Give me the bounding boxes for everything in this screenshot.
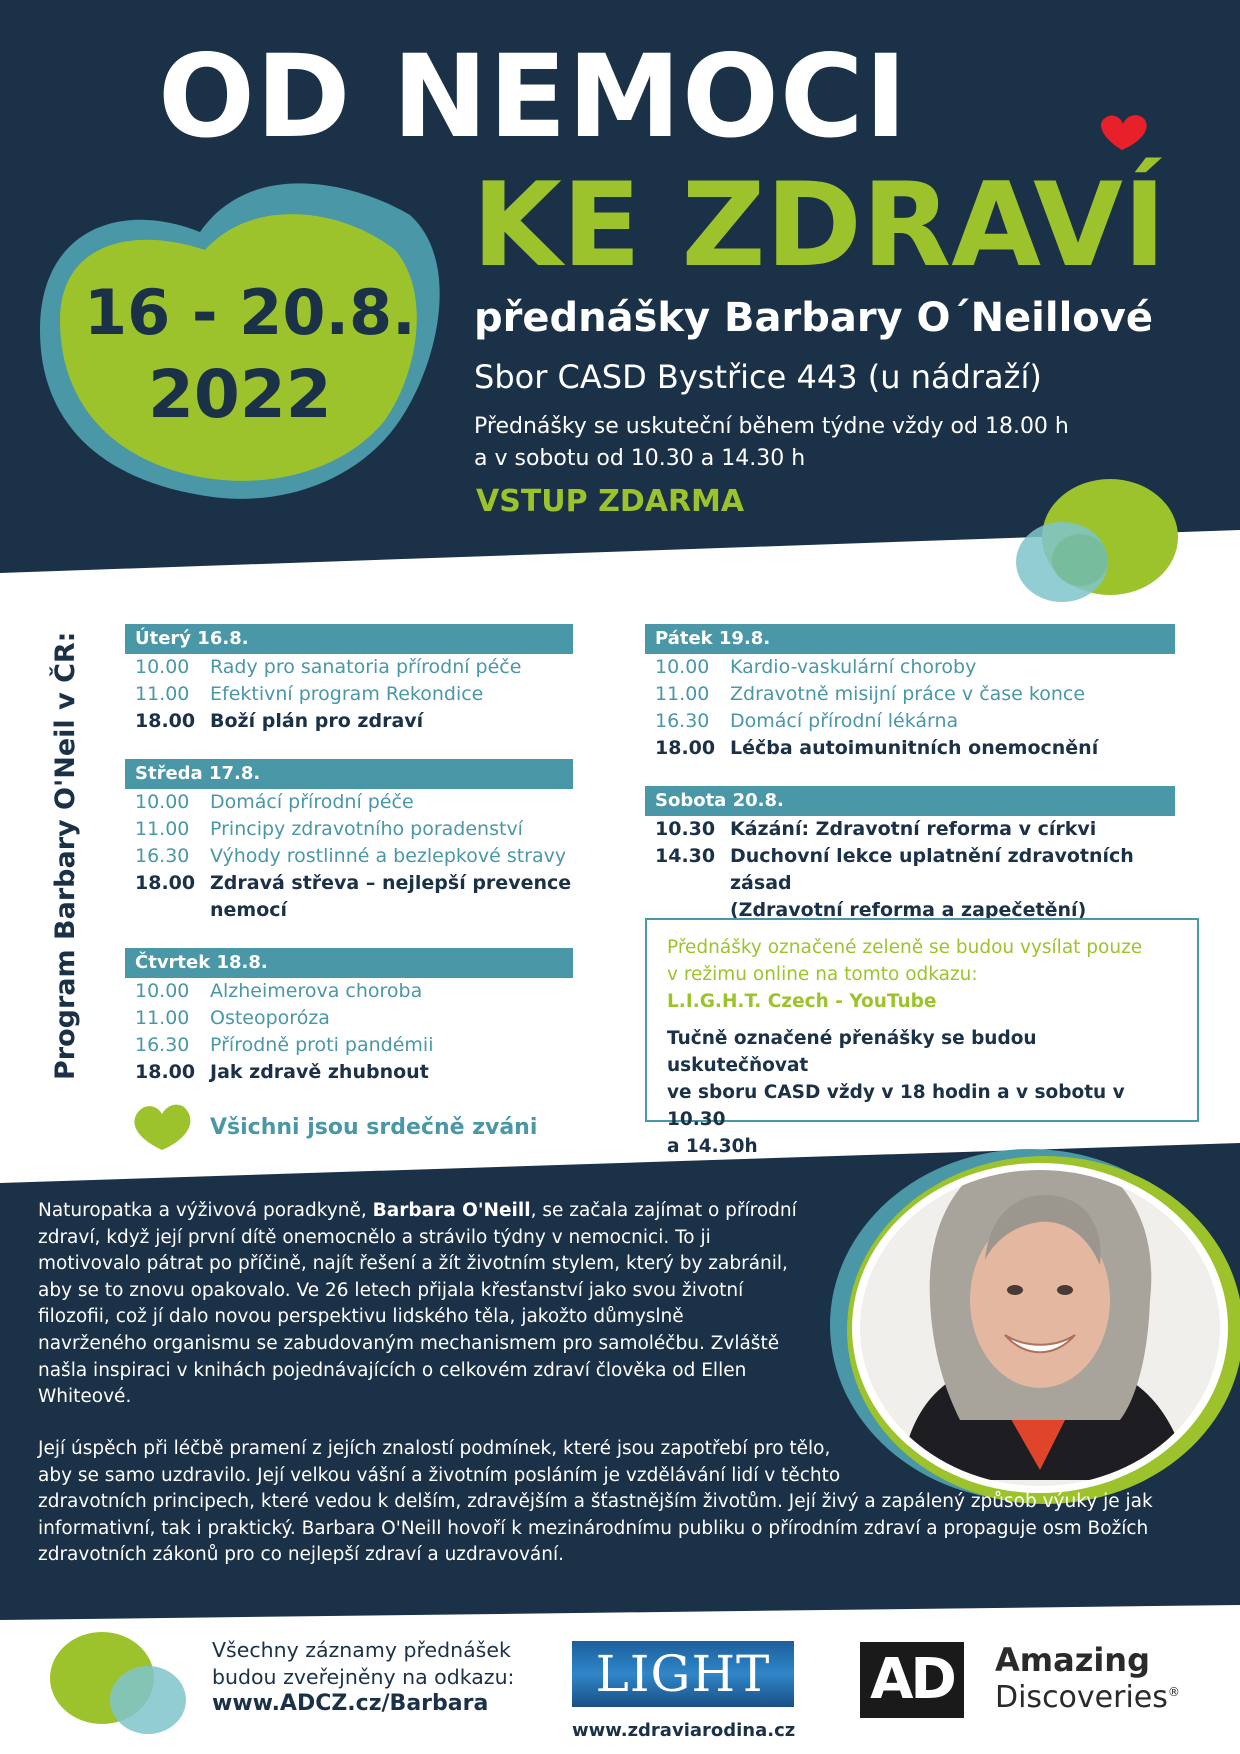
bio-line: zdravotních zákonů pro co nejlepší zdraví a uzdravování. xyxy=(38,1544,564,1566)
ad-logo: AD xyxy=(860,1642,964,1718)
program-time: 10.00 xyxy=(135,791,190,813)
info-box xyxy=(645,918,1199,1157)
bio-line: filozofii, což jí dalo novou perspektivu lidského těla, jakožto důmyslně xyxy=(38,1306,684,1328)
program-topic: (Zdravotní reforma a zapečetění) xyxy=(730,899,1087,921)
program-row xyxy=(645,654,1175,681)
info-bold-line-3: a 14.30h xyxy=(667,1136,758,1157)
bio-line: našla inspiraci v knihách pojednávajících o celkovém zdraví člověka od Ellen xyxy=(38,1359,747,1381)
records-info xyxy=(212,1637,514,1716)
program-topic: Rady pro sanatoria přírodní péče xyxy=(210,656,522,678)
amazing-discoveries-word: Discoveries xyxy=(995,1680,1168,1715)
bio-paragraph-2 xyxy=(38,1436,1188,1569)
program-row xyxy=(645,681,1175,708)
title-line-2: KE ZDRAVÍ xyxy=(472,158,1167,293)
subtitle: přednášky Barbary O´Neillové xyxy=(474,295,1153,341)
program-row xyxy=(125,843,573,870)
program-row xyxy=(125,1059,573,1086)
program-topic: Boží plán pro zdraví xyxy=(210,710,424,732)
program-time: 11.00 xyxy=(135,683,190,705)
program-time: 11.00 xyxy=(655,683,710,705)
program-time: 16.30 xyxy=(135,845,190,867)
info-green-line-1: Přednášky označené zeleně se budou vysílat pouze xyxy=(667,937,1143,958)
bio-name: Barbara O'Neill xyxy=(372,1200,531,1221)
lecture-times-line-1: Přednášky se uskuteční během týdne vždy od 18.00 h xyxy=(474,414,1069,439)
program-row xyxy=(645,843,1175,897)
program-time: 18.00 xyxy=(135,1061,196,1083)
bio-line: zdraví, když její první dítě onemocnělo a strávilo týdny v nemocnici. To ji xyxy=(38,1226,711,1248)
program-topic: Jak zdravě zhubnout xyxy=(210,1061,429,1083)
program-time: 10.00 xyxy=(655,656,710,678)
amazing-discoveries-line-1: Amazing xyxy=(995,1641,1150,1679)
program-topic: Domácí přírodní péče xyxy=(210,791,414,813)
bio-line: Whiteové. xyxy=(38,1386,132,1408)
decor-circles-bottom xyxy=(50,1632,186,1734)
program-row xyxy=(125,1032,573,1059)
program-time: 11.00 xyxy=(135,1007,190,1029)
day-block-saturday xyxy=(645,786,1175,924)
lecture-times-line-2: a v sobotu od 10.30 a 14.30 h xyxy=(474,446,806,471)
bio-line: navrženého organismu se zabudovaným mechanismem pro samoléčbu. Zvláště xyxy=(38,1332,780,1354)
records-line-1: Všechny záznamy přednášek xyxy=(212,1638,511,1662)
program-time: 10.30 xyxy=(655,818,716,840)
records-line-2: budou zveřejněny na odkazu: xyxy=(212,1665,515,1689)
green-heart-icon xyxy=(134,1105,190,1150)
records-url-link[interactable]: www.ADCZ.cz/Barbara xyxy=(212,1691,489,1716)
program-row xyxy=(125,789,573,816)
date-range: 16 - 20.8. xyxy=(84,276,416,349)
bio-line: aby se samo uzdravilo. Její velkou vášní a životním posláním je vzdělávání lidí v těchto xyxy=(38,1464,841,1486)
youtube-link[interactable]: L.I.G.H.T. Czech - YouTube xyxy=(667,991,937,1012)
program-topic: Výhody rostlinné a bezlepkové stravy xyxy=(210,845,567,867)
program-time: 16.30 xyxy=(655,710,710,732)
info-bold-line-1: Tučně označené přenášky se budou uskutečňovat xyxy=(667,1028,1037,1076)
program-row xyxy=(125,897,573,924)
program-topic: Léčba autoimunitních onemocnění xyxy=(730,737,1099,759)
day-header: Úterý 16.8. xyxy=(125,624,573,654)
program-time: 16.30 xyxy=(135,1034,190,1056)
registered-mark: ® xyxy=(1167,1685,1180,1699)
day-header: Čtvrtek 18.8. xyxy=(125,948,573,978)
program-title: Program Barbary O'Neil v ČR: xyxy=(50,631,81,1080)
program-row xyxy=(645,735,1175,762)
program-time: 14.30 xyxy=(655,845,716,867)
program-row xyxy=(125,681,573,708)
program-topic: Kardio-vaskulární choroby xyxy=(730,656,977,678)
bio-paragraph-1 xyxy=(38,1198,1188,1411)
info-green-line-2: v režimu online na tomto odkazu: xyxy=(667,964,978,985)
program-row xyxy=(125,870,573,897)
day-block-friday xyxy=(645,624,1175,762)
amazing-discoveries-line-2 xyxy=(995,1680,1180,1715)
program-row xyxy=(645,708,1175,735)
bio-text: Naturopatka a výživová poradkyně, xyxy=(38,1200,373,1221)
program-topic: Duchovní lekce uplatnění zdravotních zásad xyxy=(730,845,1134,894)
info-bold-line-2: ve sboru CASD vždy v 18 hodin a v sobotu v 10.30 xyxy=(667,1082,1125,1130)
bio-line: informativní, tak i praktický. Barbara O'Neill hovoří k mezinárodnímu publiku o přírodním zdraví a propaguje osm Božích xyxy=(38,1517,1149,1539)
program-topic: Domácí přírodní lékárna xyxy=(730,710,959,732)
bio-line: Její úspěch při léčbě pramení z jejích znalostí podmínek, které jsou zapotřebí pro tělo, xyxy=(38,1438,831,1459)
program-topic: Osteoporóza xyxy=(210,1007,330,1029)
program-time: 18.00 xyxy=(135,710,196,732)
program-row xyxy=(125,654,573,681)
program-topic: Zdravotně misijní práce v čase konce xyxy=(730,683,1086,705)
free-entry: VSTUP ZDARMA xyxy=(476,484,745,519)
zdraviarodina-link[interactable]: www.zdraviarodina.cz xyxy=(572,1720,796,1741)
day-header: Sobota 20.8. xyxy=(645,786,1175,816)
program-row xyxy=(125,816,573,843)
program-row xyxy=(125,708,573,735)
bio-line: zdravotních principech, které vedou k delším, zdravějším a šťastnějším životům. Její živý a zapálený způsob výuky je jak xyxy=(38,1491,1153,1513)
program-time xyxy=(135,897,210,924)
program-time: 11.00 xyxy=(135,818,190,840)
day-header: Pátek 19.8. xyxy=(645,624,1175,654)
program-time: 10.00 xyxy=(135,980,190,1002)
title-line-1: OD NEMOCI xyxy=(158,30,908,163)
bio-line: motivovalo pátrat po příčině, najít řešení a žít životním stylem, který by zabránil, xyxy=(38,1253,788,1275)
program-topic: Kázání: Zdravotní reforma v církvi xyxy=(730,818,1097,840)
bio-line xyxy=(38,1198,1188,1225)
program-row xyxy=(645,816,1175,843)
program-topic: Efektivní program Rekondice xyxy=(210,683,484,705)
venue: Sbor CASD Bystřice 443 (u nádraží) xyxy=(474,358,1042,396)
bio-text: , se začala zajímat o přírodní xyxy=(530,1200,797,1221)
welcome-text: Všichni jsou srdečně zváni xyxy=(210,1115,538,1140)
day-block-tuesday xyxy=(125,624,573,735)
program-topic: Principy zdravotního poradenství xyxy=(210,818,523,840)
day-block-thursday xyxy=(125,948,573,1086)
program-row xyxy=(125,1005,573,1032)
program-topic: Přírodně proti pandémii xyxy=(210,1034,434,1056)
date-year: 2022 xyxy=(148,356,332,433)
program-time: 18.00 xyxy=(135,872,196,894)
program-topic: nemocí xyxy=(210,899,288,921)
program-row xyxy=(125,978,573,1005)
day-header: Středa 17.8. xyxy=(125,759,573,789)
light-logo: LIGHT xyxy=(572,1641,794,1707)
program-time: 18.00 xyxy=(655,737,716,759)
program-time: 10.00 xyxy=(135,656,190,678)
bio-line: aby se to znovu opakovalo. Ve 26 letech přijala křesťanství jako svou životní xyxy=(38,1279,744,1301)
program-topic: Zdravá střeva – nejlepší prevence xyxy=(210,872,572,894)
day-block-wednesday xyxy=(125,759,573,924)
program-topic: Alzheimerova choroba xyxy=(210,980,423,1002)
